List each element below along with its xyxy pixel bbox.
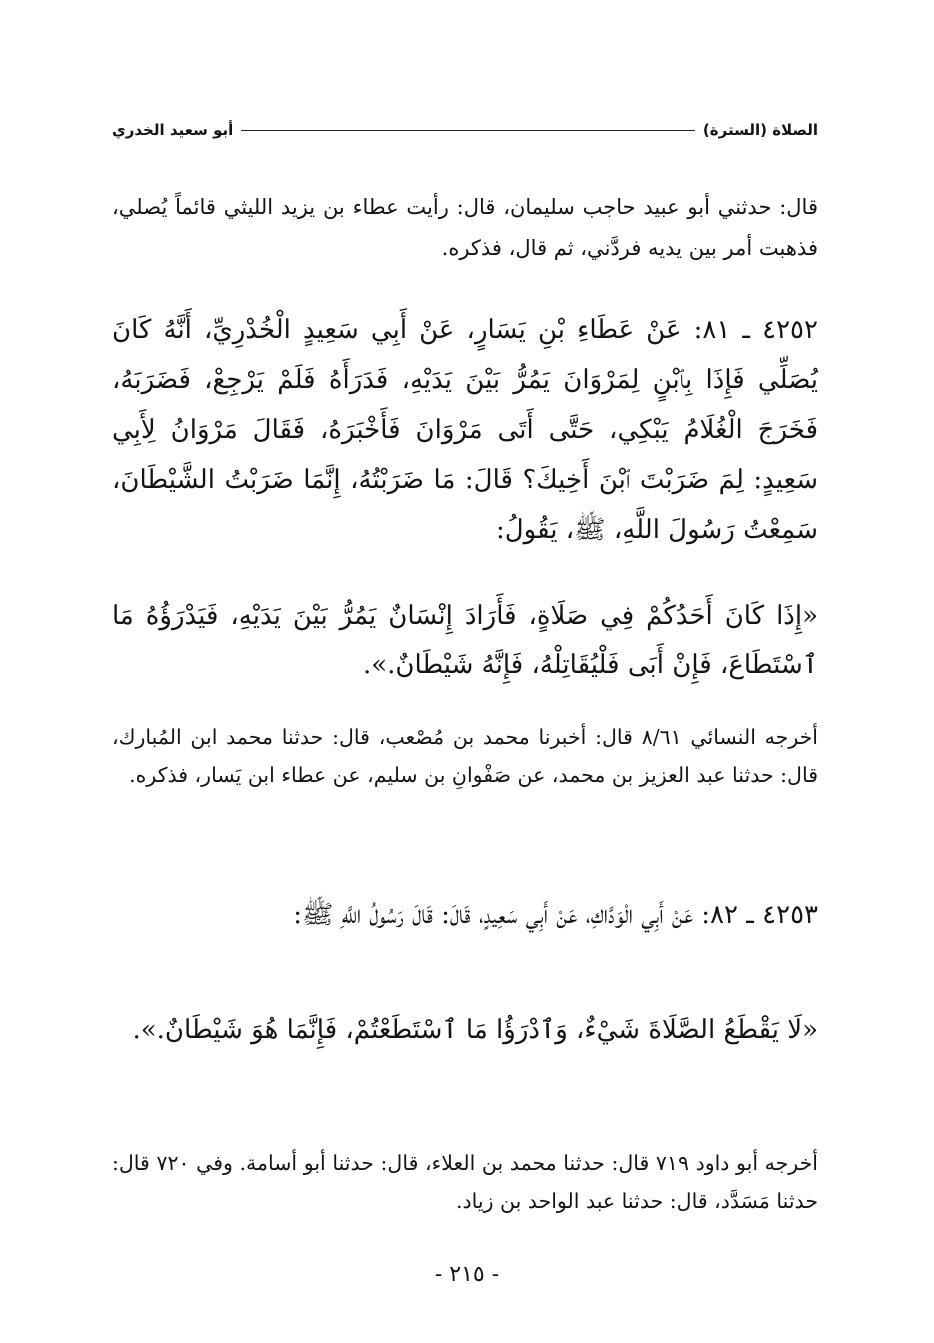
page-number: - ٢١٥ - xyxy=(434,1262,500,1287)
header-chapter-title: الصلاة (السترة) xyxy=(702,121,818,139)
hadith-4253-source-text: أخرجه أبو داود ٧١٩ قال: حدثنا محمد بن العلاء، قال: حدثنا أبو أسامة. وفي ٧٢٠ قال: حدثنا مَسَدَّد، قال: حدثنا عبد الواحد بن زياد. xyxy=(112,1151,818,1213)
hadith-4252-source xyxy=(112,718,818,794)
hadith-4252-text xyxy=(112,305,818,555)
hadith-4253-matn xyxy=(112,1006,818,1055)
hadith-4253-isnad: ٤٢٥٣ ـ ٨٢: عَنْ أَبِي الْوَدَّاكِ، عَنْ أَبِي سَعِيدٍ، قَالَ: قَالَ رَسُولُ اللَّهِ ﷺ: xyxy=(293,900,818,930)
running-header xyxy=(112,116,818,144)
hadith-4253-text xyxy=(112,890,818,940)
hadith-4252-source-text: أخرجه النسائي ٨/٦١ قال: أخبرنا محمد بن مُصْعب، قال: حدثنا محمد ابن المُبارك، قال: حدثنا عبد العزيز بن محمد، عن صَفْوانِ بن سليم، عن عطاء ابن يَسار، فذكره. xyxy=(112,725,818,787)
hadith-4252-isnad: ٤٢٥٢ ـ ٨١: عَنْ عَطَاءِ بْنِ يَسَارٍ، عَنْ أَبِي سَعِيدٍ الْخُدْرِيِّ، أَنَّهُ كَانَ يُصَلِّي فَإِذَا بِٱبْنٍ لِمَرْوَانَ يَمُرُّ بَيْنَ يَدَيْهِ، فَدَرَأَهُ فَلَمْ يَرْجِعْ، فَضَرَبَهُ، فَخَرَجَ الْغُلَامُ يَبْكِي، حَتَّى أَتَى مَرْوَانَ فَأَخْبَرَهُ، فَقَالَ مَرْوَانُ لِأَبِي سَعِيدٍ: لِمَ ضَرَبْتَ ٱبْنَ أَخِيكَ؟ قَالَ: مَا ضَرَبْتُهُ، إِنَّمَا ضَرَبْتُ الشَّيْطَانَ، سَمِعْتُ رَسُولَ اللَّهِ، ﷺ، يَقُولُ: xyxy=(112,315,818,545)
hadith-4253-source xyxy=(112,1144,818,1220)
hadith-4252-matn xyxy=(112,592,818,690)
hadith-4253-matn-text: «لَا يَقْطَعُ الصَّلَاةَ شَيْءٌ، وَٱدْرَؤُا مَا ٱسْتَطَعْتُمْ، فَإِنَّمَا هُوَ شَيْطَانٌ.». xyxy=(132,1015,818,1045)
header-rule xyxy=(241,130,695,131)
intro-text: قال: حدثني أبو عبيد حاجب سليمان، قال: رأيت عطاء بن يزيد الليثي قائماً يُصلي، فذهبت أمر بين يديه فردَّني، ثم قال، فذكره. xyxy=(112,195,818,260)
header-narrator-title: أبو سعيد الخدري xyxy=(112,121,234,139)
hadith-4252-matn-text: «إِذَا كَانَ أَحَدُكُمْ فِي صَلَاةٍ، فَأَرَادَ إِنْسَانٌ يَمُرُّ بَيْنَ يَدَيْهِ، فَيَدْرَؤُهُ مَا ٱسْتَطَاعَ، فَإِنْ أَبَى فَلْيُقَاتِلْهُ، فَإِنَّهُ شَيْطَانٌ.». xyxy=(112,601,818,680)
intro-paragraph xyxy=(112,187,818,269)
